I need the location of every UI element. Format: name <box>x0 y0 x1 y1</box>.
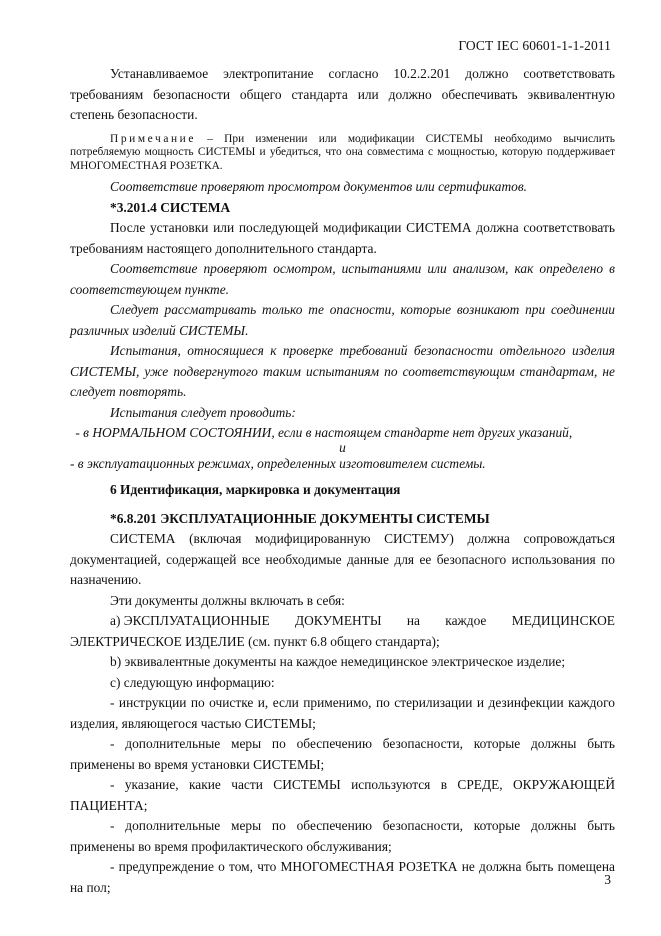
document-body <box>70 64 615 898</box>
section-3-201-4-heading: *3.201.4 СИСТЕМА <box>110 199 231 215</box>
item-a-continuation: ЭЛЕКТРИЧЕСКОЕ ИЗДЕЛИЕ (см. пункт 6.8 общего стандарта); <box>70 633 440 649</box>
patient-environment-item: - указание, какие части СИСТЕМЫ используются в СРЕДЕ, ОКРУЖАЮЩЕЙ ПАЦИЕНТА; <box>70 777 615 813</box>
system-installation-paragraph: После установки или последующей модификации СИСТЕМА должна соответствовать требованиям настоящего дополнительного стандарта. <box>70 220 615 256</box>
compliance-documents-text: Соответствие проверяют просмотром документов или сертификатов. <box>110 179 528 195</box>
note-text: – При изменении или модификации СИСТЕМЫ необходимо вычислить потребляемую мощность СИСТЕМЫ и убедиться, что она совместима с мощностью, которую поддерживает МНОГОМЕСТНАЯ РОЗЕТКА. <box>70 132 615 172</box>
operating-modes-bullet: - в эксплуатационных режимах, определенных изготовителем системы. <box>70 455 486 471</box>
tests-conduct-text: Испытания следует проводить: <box>110 404 296 420</box>
item-b: b) эквивалентные документы на каждое немедицинское электрическое изделие; <box>110 654 566 670</box>
tests-repeat-text: Испытания, относящиеся к проверке требований безопасности отдельного изделия СИСТЕМЫ, уже подвергнутого таким испытаниям по соответствующим стандартам, не следует повторять. <box>70 343 615 400</box>
cleaning-instructions-item: - инструкции по очистке и, если применимо, по стерилизации и дезинфекции каждого изделия, являющегося частью СИСТЕМЫ; <box>70 695 615 731</box>
item-a-word: ДОКУМЕНТЫ <box>294 613 382 629</box>
note-paragraph <box>70 133 615 174</box>
item-a-word: МЕДИЦИНСКОЕ <box>511 613 615 629</box>
item-a-word: каждое <box>445 613 487 629</box>
page-number: 3 <box>604 872 611 887</box>
normal-condition-bullet: - в НОРМАЛЬНОМ СОСТОЯНИИ, если в настоящем стандарте нет других указаний, <box>72 425 573 441</box>
and-conjunction: и <box>339 439 346 455</box>
power-supply-paragraph: Устанавливаемое электропитание согласно 10.2.2.201 должно соответствовать требованиям безопасности общего стандарта или должно обеспечивать эквивалентную степень безопасности. <box>70 66 615 122</box>
maintenance-safety-item: - дополнительные меры по обеспечению безопасности, которые должны быть применены во время профилактического обслуживания; <box>70 818 615 854</box>
installation-safety-item: - дополнительные меры по обеспечению безопасности, которые должны быть применены во время установки СИСТЕМЫ; <box>70 736 615 772</box>
section-6-8-201-heading: *6.8.201 ЭКСПЛУАТАЦИОННЫЕ ДОКУМЕНТЫ СИСТЕМЫ <box>110 510 490 526</box>
item-a-line <box>70 611 615 632</box>
item-a-word: на <box>406 613 420 629</box>
system-documentation-paragraph: СИСТЕМА (включая модифицированную СИСТЕМУ) должна сопровождаться документацией, содержащей все необходимые данные для ее безопасного использования по назначению. <box>70 531 615 588</box>
multiple-socket-warning-item: - предупреждение о том, что МНОГОМЕСТНАЯ РОЗЕТКА не должна быть помещена на пол; <box>70 859 615 895</box>
documents-include-paragraph: Эти документы должны включать в себя: <box>110 592 345 608</box>
item-c: с) следующую информацию: <box>110 674 275 690</box>
hazards-consideration-text: Следует рассматривать только те опасности, которые возникают при соединении различных изделий СИСТЕМЫ. <box>70 302 615 338</box>
note-label: Примечание <box>110 132 197 145</box>
document-header: ГОСТ IEC 60601-1-1-2011 <box>458 38 611 53</box>
section-6-heading: 6 Идентификация, маркировка и документация <box>110 482 401 498</box>
compliance-inspection-text: Соответствие проверяют осмотром, испытаниями или анализом, как определено в соответствующем пункте. <box>70 261 615 297</box>
item-a-word: а) ЭКСПЛУАТАЦИОННЫЕ <box>110 613 270 629</box>
